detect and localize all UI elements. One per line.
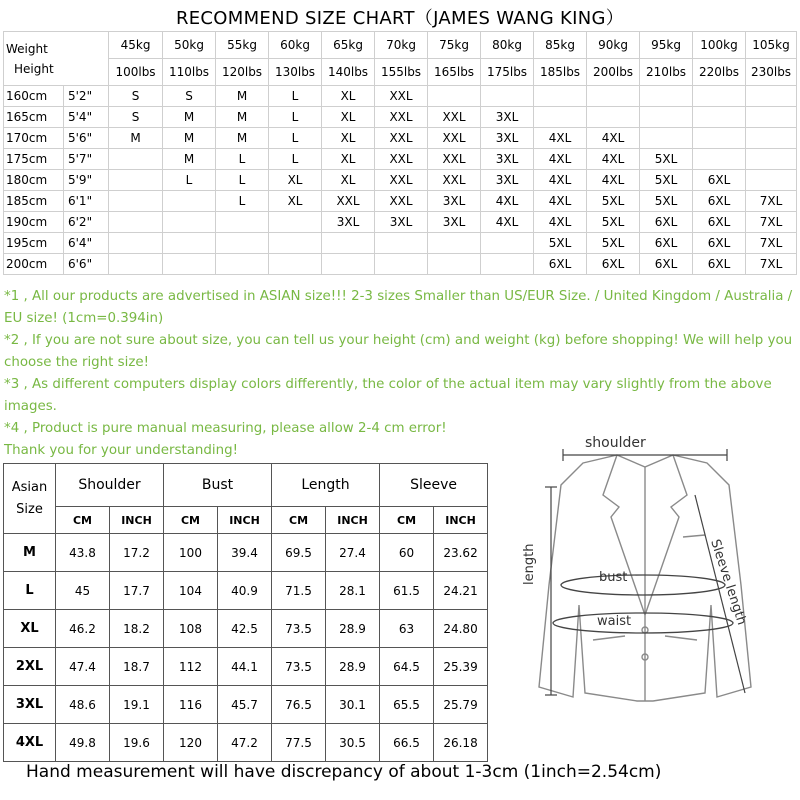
size-label: 4XL [4, 724, 56, 762]
weight-lbs-cell: 110lbs [163, 59, 216, 86]
measure-value: 24.80 [434, 610, 488, 648]
measure-value: 112 [164, 648, 218, 686]
weight-kg-cell: 45kg [109, 32, 163, 59]
size-cell: 3XL [481, 149, 534, 170]
size-cell: 7XL [746, 212, 797, 233]
size-cell: 3XL [481, 170, 534, 191]
size-cell: 3XL [481, 107, 534, 128]
size-cell: 4XL [534, 149, 587, 170]
size-cell: 4XL [481, 212, 534, 233]
weight-kg-cell: 65kg [322, 32, 375, 59]
size-cell: XXL [428, 107, 481, 128]
size-cell: 3XL [428, 212, 481, 233]
size-cell [746, 128, 797, 149]
size-cell: XL [322, 128, 375, 149]
measure-value: 39.4 [218, 534, 272, 572]
size-cell: L [163, 170, 216, 191]
measure-row [4, 648, 488, 686]
measure-value: 17.7 [110, 572, 164, 610]
size-cell: XXL [375, 149, 428, 170]
height-cm-cell: 160cm [4, 86, 64, 107]
size-cell [746, 149, 797, 170]
chart-title: RECOMMEND SIZE CHART（JAMES WANG KING） [175, 8, 625, 29]
size-cell: S [109, 86, 163, 107]
size-cell: L [269, 128, 322, 149]
size-cell: XXL [375, 128, 428, 149]
size-cell [746, 170, 797, 191]
height-row [4, 233, 797, 254]
measure-value: 63 [380, 610, 434, 648]
measure-value: 18.2 [110, 610, 164, 648]
height-ft-cell: 6'2" [64, 212, 109, 233]
note-line: Thank you for your understanding! [4, 443, 238, 458]
size-cell: XXL [375, 107, 428, 128]
size-cell [534, 86, 587, 107]
size-cell [163, 212, 216, 233]
size-cell [428, 86, 481, 107]
weight-lbs-cell: 185lbs [534, 59, 587, 86]
size-cell: 6XL [693, 191, 746, 212]
size-cell: 7XL [746, 254, 797, 275]
measure-value: 44.1 [218, 648, 272, 686]
measure-value: 42.5 [218, 610, 272, 648]
size-cell [428, 254, 481, 275]
size-cell: M [163, 128, 216, 149]
height-cm-cell: 175cm [4, 149, 64, 170]
measure-value: 100 [164, 534, 218, 572]
measurement-table [3, 463, 488, 762]
size-cell [640, 107, 693, 128]
measure-row [4, 534, 488, 572]
note-line: *1 , All our products are advertised in ASIAN size!!! 2-3 sizes Smaller than US/EUR Size. / United Kingdom / Australia / EU size! (1cm=0.394in) [4, 289, 793, 326]
measure-value: 18.7 [110, 648, 164, 686]
measure-value: 64.5 [380, 648, 434, 686]
measure-value: 30.1 [326, 686, 380, 724]
measure-value: 61.5 [380, 572, 434, 610]
note-line: *2 , If you are not sure about size, you can tell us your height (cm) and weight (kg) before shopping! We will help you choose the right size! [4, 333, 793, 370]
size-cell [109, 191, 163, 212]
weight-kg-cell: 90kg [587, 32, 640, 59]
weight-kg-cell: 75kg [428, 32, 481, 59]
size-cell [481, 86, 534, 107]
height-cm-cell: 165cm [4, 107, 64, 128]
measure-value: 45.7 [218, 686, 272, 724]
size-label: M [4, 534, 56, 572]
size-cell: M [109, 128, 163, 149]
size-cell [375, 233, 428, 254]
measure-value: 23.62 [434, 534, 488, 572]
size-cell: XXL [428, 128, 481, 149]
measure-value: 27.4 [326, 534, 380, 572]
height-cm-cell: 190cm [4, 212, 64, 233]
footer-note: Hand measurement will have discrepancy of about 1-3cm (1inch=2.54cm) [26, 762, 662, 782]
size-cell: M [163, 107, 216, 128]
measure-value: 19.1 [110, 686, 164, 724]
height-ft-cell: 5'4" [64, 107, 109, 128]
weight-lbs-row [4, 59, 797, 86]
size-cell: L [216, 191, 269, 212]
measure-value: 25.39 [434, 648, 488, 686]
unit-header: INCH [218, 507, 272, 534]
size-cell: L [269, 86, 322, 107]
note-line: *3 , As different computers display colors differently, the color of the actual item may vary slightly from the above images. [4, 377, 772, 414]
measure-value: 26.18 [434, 724, 488, 762]
size-cell: XL [322, 86, 375, 107]
size-cell: XL [322, 149, 375, 170]
size-cell [587, 107, 640, 128]
measure-value: 19.6 [110, 724, 164, 762]
height-ft-cell: 5'9" [64, 170, 109, 191]
weight-kg-cell: 70kg [375, 32, 428, 59]
size-cell: S [163, 86, 216, 107]
size-cell [109, 149, 163, 170]
unit-header: CM [380, 507, 434, 534]
measure-row [4, 610, 488, 648]
size-cell [322, 233, 375, 254]
weight-lbs-cell: 210lbs [640, 59, 693, 86]
weight-kg-cell: 60kg [269, 32, 322, 59]
weight-kg-cell: 105kg [746, 32, 797, 59]
size-cell: XXL [428, 149, 481, 170]
size-cell: 6XL [693, 233, 746, 254]
size-cell [322, 254, 375, 275]
size-cell: 6XL [693, 212, 746, 233]
height-row [4, 107, 797, 128]
size-cell [428, 233, 481, 254]
size-cell: 5XL [640, 170, 693, 191]
note-line: *4 , Product is pure manual measuring, please allow 2-4 cm error! [4, 421, 447, 436]
recommend-size-table [3, 31, 797, 275]
size-cell: 7XL [746, 233, 797, 254]
weight-lbs-cell: 200lbs [587, 59, 640, 86]
measure-column-header: Bust [164, 464, 272, 507]
weight-lbs-cell: 100lbs [109, 59, 163, 86]
size-cell [693, 86, 746, 107]
size-cell: 5XL [640, 191, 693, 212]
size-cell: 6XL [640, 254, 693, 275]
height-ft-cell: 6'4" [64, 233, 109, 254]
size-cell [587, 86, 640, 107]
weight-lbs-cell: 175lbs [481, 59, 534, 86]
measure-value: 28.1 [326, 572, 380, 610]
size-cell: S [109, 107, 163, 128]
size-cell [109, 254, 163, 275]
size-cell: M [163, 149, 216, 170]
size-cell [375, 254, 428, 275]
measure-value: 77.5 [272, 724, 326, 762]
size-cell: XXL [375, 170, 428, 191]
size-cell [481, 233, 534, 254]
size-cell: XXL [428, 170, 481, 191]
size-cell: 6XL [640, 233, 693, 254]
measure-value: 46.2 [56, 610, 110, 648]
size-cell [216, 254, 269, 275]
size-cell: 5XL [587, 212, 640, 233]
size-cell: L [269, 107, 322, 128]
size-cell [163, 191, 216, 212]
measure-value: 24.21 [434, 572, 488, 610]
weight-lbs-cell: 120lbs [216, 59, 269, 86]
measure-value: 40.9 [218, 572, 272, 610]
height-ft-cell: 5'7" [64, 149, 109, 170]
size-cell: XL [269, 191, 322, 212]
weight-lbs-cell: 130lbs [269, 59, 322, 86]
size-cell: 3XL [428, 191, 481, 212]
size-cell: 6XL [534, 254, 587, 275]
unit-header: INCH [434, 507, 488, 534]
measure-column-header: Shoulder [56, 464, 164, 507]
shoulder-label: shoulder [585, 435, 646, 451]
length-label: length [522, 543, 537, 585]
size-label: 2XL [4, 648, 56, 686]
size-cell: 3XL [481, 128, 534, 149]
measure-value: 104 [164, 572, 218, 610]
size-cell [693, 128, 746, 149]
size-cell [269, 212, 322, 233]
size-cell: L [216, 170, 269, 191]
size-cell: 4XL [534, 170, 587, 191]
unit-header: INCH [110, 507, 164, 534]
measure-value: 60 [380, 534, 434, 572]
weight-kg-cell: 50kg [163, 32, 216, 59]
size-cell: M [216, 107, 269, 128]
height-row [4, 128, 797, 149]
height-label: Height [14, 61, 54, 76]
height-row [4, 86, 797, 107]
height-ft-cell: 5'6" [64, 128, 109, 149]
size-cell: 3XL [322, 212, 375, 233]
measure-unit-row [4, 507, 488, 534]
weight-lbs-cell: 155lbs [375, 59, 428, 86]
size-cell [640, 86, 693, 107]
unit-header: INCH [326, 507, 380, 534]
size-cell: 5XL [587, 191, 640, 212]
size-cell [216, 233, 269, 254]
size-cell: XL [322, 170, 375, 191]
size-cell: 4XL [481, 191, 534, 212]
weight-lbs-cell: 140lbs [322, 59, 375, 86]
waist-label: waist [597, 614, 632, 629]
jacket-diagram [505, 425, 795, 725]
measure-row [4, 724, 488, 762]
measure-value: 28.9 [326, 610, 380, 648]
size-cell: M [216, 128, 269, 149]
measure-value: 48.6 [56, 686, 110, 724]
size-label: L [4, 572, 56, 610]
size-cell: XXL [322, 191, 375, 212]
bust-label: bust [599, 570, 628, 585]
height-cm-cell: 195cm [4, 233, 64, 254]
size-label: 3XL [4, 686, 56, 724]
size-cell [746, 107, 797, 128]
height-cm-cell: 200cm [4, 254, 64, 275]
height-cm-cell: 180cm [4, 170, 64, 191]
size-cell: 7XL [746, 191, 797, 212]
measure-value: 108 [164, 610, 218, 648]
unit-header: CM [56, 507, 110, 534]
weight-kg-cell: 85kg [534, 32, 587, 59]
size-cell [693, 107, 746, 128]
measure-value: 47.4 [56, 648, 110, 686]
size-cell [746, 86, 797, 107]
asian-size-header: Asian Size [4, 464, 56, 534]
measure-value: 69.5 [272, 534, 326, 572]
size-cell [693, 149, 746, 170]
weight-kg-row [4, 32, 797, 59]
size-cell: XXL [375, 86, 428, 107]
measure-value: 71.5 [272, 572, 326, 610]
size-label: XL [4, 610, 56, 648]
weight-lbs-cell: 230lbs [746, 59, 797, 86]
size-cell: 4XL [587, 170, 640, 191]
measure-row [4, 686, 488, 724]
height-row [4, 212, 797, 233]
size-cell: 5XL [534, 233, 587, 254]
measure-column-header: Sleeve [380, 464, 488, 507]
height-cm-cell: 170cm [4, 128, 64, 149]
measure-value: 120 [164, 724, 218, 762]
weight-height-header [4, 32, 109, 86]
height-row [4, 149, 797, 170]
unit-header: CM [164, 507, 218, 534]
size-cell [216, 212, 269, 233]
size-cell: M [216, 86, 269, 107]
measure-value: 49.8 [56, 724, 110, 762]
weight-kg-cell: 100kg [693, 32, 746, 59]
size-cell: 6XL [587, 254, 640, 275]
size-cell [109, 212, 163, 233]
size-cell: 4XL [534, 191, 587, 212]
size-cell: L [269, 149, 322, 170]
height-row [4, 170, 797, 191]
size-cell [534, 107, 587, 128]
size-cell: L [216, 149, 269, 170]
height-row [4, 191, 797, 212]
sleeve-length-label: Sleeve length [707, 537, 750, 627]
size-cell [640, 128, 693, 149]
size-cell: XL [269, 170, 322, 191]
size-cell: XL [322, 107, 375, 128]
measure-value: 28.9 [326, 648, 380, 686]
weight-kg-cell: 55kg [216, 32, 269, 59]
size-cell [163, 233, 216, 254]
measure-value: 25.79 [434, 686, 488, 724]
size-cell: 4XL [534, 212, 587, 233]
size-cell [163, 254, 216, 275]
size-cell: 4XL [587, 149, 640, 170]
height-ft-cell: 6'6" [64, 254, 109, 275]
weight-kg-cell: 95kg [640, 32, 693, 59]
size-cell: 3XL [375, 212, 428, 233]
size-cell: XXL [375, 191, 428, 212]
size-cell: 6XL [693, 254, 746, 275]
height-cm-cell: 185cm [4, 191, 64, 212]
measure-value: 17.2 [110, 534, 164, 572]
size-cell: 6XL [693, 170, 746, 191]
size-cell: 4XL [534, 128, 587, 149]
weight-lbs-cell: 220lbs [693, 59, 746, 86]
size-cell [109, 170, 163, 191]
measure-value: 47.2 [218, 724, 272, 762]
size-cell: 4XL [587, 128, 640, 149]
measure-column-header: Length [272, 464, 380, 507]
size-cell [269, 233, 322, 254]
measure-value: 66.5 [380, 724, 434, 762]
height-row [4, 254, 797, 275]
unit-header: CM [272, 507, 326, 534]
size-cell: 6XL [640, 212, 693, 233]
size-cell: 5XL [640, 149, 693, 170]
weight-kg-cell: 80kg [481, 32, 534, 59]
measure-value: 116 [164, 686, 218, 724]
measure-value: 43.8 [56, 534, 110, 572]
measure-value: 73.5 [272, 648, 326, 686]
height-ft-cell: 5'2" [64, 86, 109, 107]
weight-label: Weight [6, 41, 48, 56]
size-cell [481, 254, 534, 275]
measure-value: 30.5 [326, 724, 380, 762]
measure-value: 73.5 [272, 610, 326, 648]
height-ft-cell: 6'1" [64, 191, 109, 212]
measure-value: 45 [56, 572, 110, 610]
measure-value: 65.5 [380, 686, 434, 724]
measure-value: 76.5 [272, 686, 326, 724]
measure-row [4, 572, 488, 610]
size-cell [109, 233, 163, 254]
size-cell [269, 254, 322, 275]
weight-lbs-cell: 165lbs [428, 59, 481, 86]
size-cell: 5XL [587, 233, 640, 254]
measure-header-row [4, 464, 488, 507]
